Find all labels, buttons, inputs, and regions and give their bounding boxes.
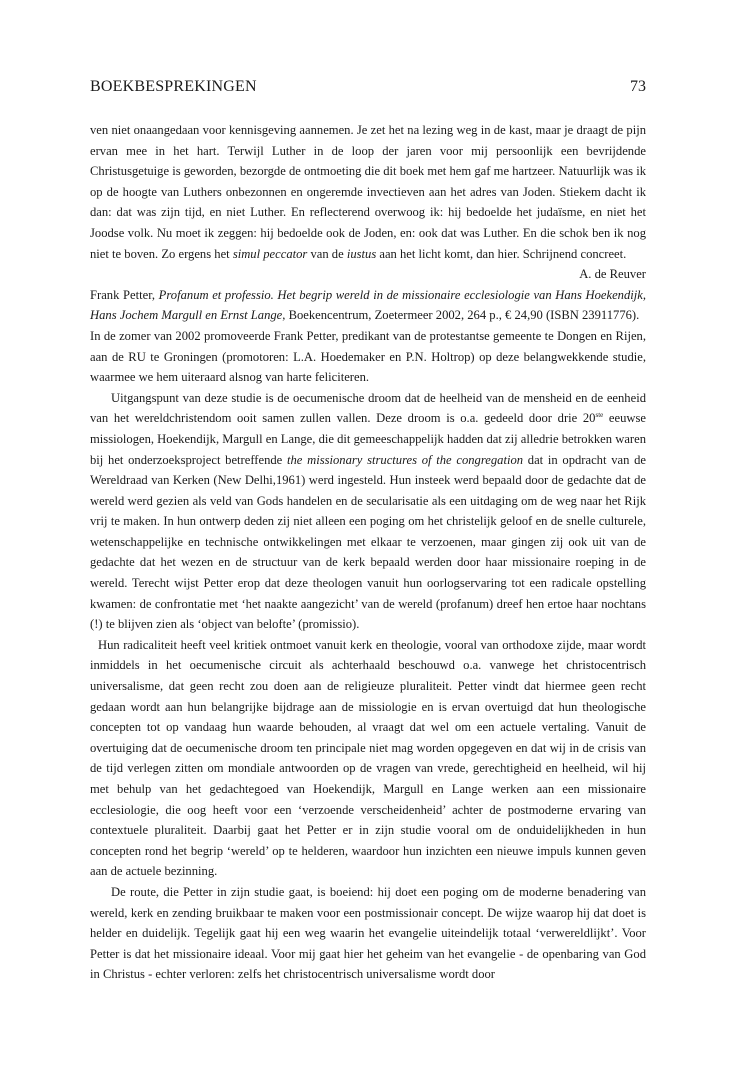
text-segment: eeuwse missiologen, Hoekendijk, Margull en Lange, die dit gemeeschappelijk hadden dat zij alledrie betrokken waren bij het onderzoeksproject betreffende: [90, 411, 646, 467]
running-title: BOEKBESPREKINGEN: [90, 78, 257, 95]
text-segment: dat in opdracht van de Wereldraad van Kerken (New Delhi,1961) werd ingesteld. Hun insteek werd bepaald door de gedachte dat de wereld werd gezien als veld van Gods handelen en de secularisatie als een uitdaging om de weg naar het Rijk vrij te maken. In hun ontwerp deden zij niet alleen een poging om het christelijk geloof en de snelle culturele, wetenschappelijke en technische ontwikkelingen met elkaar te verzoenen, maar gingen zij ook uit van de gedachte dat het wezen en de structuur van de kerk bepaald werden door haar missionaire roeping in de wereld. Terecht wijst Petter erop dat deze theologen vanuit hun oorlogservaring tot een radicale opstelling kwamen: de confrontatie met ‘het naakte aangezicht’ van de wereld (profanum) dreef hen ertoe haar nochtans (!) te blijven zien als ‘object van belofte’ (promissio).: [90, 452, 646, 632]
text-segment: ven niet onaangedaan voor kennisgeving aannemen. Je zet het na lezing weg in de kast, maar je draagt de pijn ervan mee in het hart. Terwijl Luther in de loop der jaren voor mij persoonlijk een bevrijdende Christusgetuige is geworden, bezorgde de ontmoeting die dit boek met hem gaf me hartzeer. Natuurlijk was ik op de hoogte van Luthers onbezonnen en ongeremde invectieven aan het adres van Joden. Stiekem dacht ik dan: dat was zijn tijd, en niet Luther. En reflecterend overwoog ik: hij bedoelde het judaïsme, en niet het Joodse volk. Nu moet ik zeggen: hij bedoelde ook de Joden, en: ook dat was Luther. En die schok ben ik nog niet te boven. Zo ergens het: [90, 123, 646, 261]
review-paragraph: De route, die Petter in zijn studie gaat, is boeiend: hij doet een poging om de moderne benadering van wereld, kerk en zending bruikbaar te maken voor een postmissionair concept. De wijze waarop hij dat doet is helder en duidelijk. Tegelijk gaat hij een weg waarin het evangelie uiteindelijk totaal ‘verwereldlijkt’. Voor Petter is dat het missionaire ideaal. Voor mij gaat hier het geheim van het evangelie - de openbaring van God in Christus - echter verloren: zelfs het christocentrisch universalisme wordt door: [90, 884, 646, 982]
citation-author: Frank Petter,: [90, 287, 159, 302]
reviewer-signature: A. de Reuver: [579, 267, 646, 282]
review-paragraph: Hun radicaliteit heeft veel kritiek ontmoet vanuit kerk en theologie, vooral van orthodoxe zijde, maar wordt inmiddels in het oecumenische circuit als achterhaald beschouwd o.a. vanwege het christocentrisch universalisme, dat geen recht zou doen aan de religieuze pluraliteit. Petter vindt dat hiermee geen recht gedaan wordt aan hun belangrijke bijdrage aan de missiologie en is ervan overtuigd dat hun theologische concepten tot op vandaag hun waarde behouden, al vraagt dat wel om een actuele vertaling. Vanuit de overtuiging dat de oecumenische droom ten principale niet mag worden opgegeven en dat wij in de crisis van de tijd verlegen zitten om mondiale antwoorden op de vragen van vrede, gerechtigheid en heelheid, wil hij met behulp van het gedachtegoed van Hoekendijk, Margull en Lange werken aan een missionaire ecclesiologie, die oog heeft voor een ‘verzoende verscheidenheid’ achter de postmoderne ervaring van contextuele pluraliteit. Daarbij gaat het Petter er in zijn studie vooral om de onduidelijkheden in hun concepten rond het begrip ‘wereld’ op te helderen, waardoor hun inzichten een nieuwe impuls kunnen geven aan de actuele bezinning.: [90, 637, 646, 879]
italic-term: iustus: [346, 246, 377, 261]
text-segment: aan het licht komt, dan hier. Schrijnend concreet.: [376, 246, 627, 261]
citation-title: Profanum et professio. Het begrip wereld in de missionaire ecclesiologie van Hans Hoekendijk, Hans Jochem Margull en Ernst Lange: [90, 287, 646, 323]
italic-term: the missionary structures of the congregation: [287, 452, 524, 467]
review-paragraph: [90, 388, 646, 635]
text-segment: Uitgangspunt van deze studie is de oecumenische droom dat de heelheid van de mensheid en de eenheid van het wereldchristendom ooit samen zullen vallen. Deze droom is o.a. gedeeld door drie 20: [90, 390, 646, 426]
superscript: ste: [595, 411, 604, 420]
text-segment: van de: [307, 246, 347, 261]
book-citation: [90, 285, 646, 326]
citation-publication: , Boekencentrum, Zoetermeer 2002, 264 p., € 24,90 (ISBN 23911776).: [282, 308, 640, 323]
body-text: [90, 120, 646, 985]
page-number: 73: [630, 78, 646, 95]
review-paragraph: In de zomer van 2002 promoveerde Frank Petter, predikant van de protestantse gemeente te Dongen en Rijen, aan de RU te Groningen (promotoren: L.A. Hoedemaker en P.N. Holtrop) op deze belangwekkende studie, waarmee we hem uiteraard alsnog van harte feliciteren.: [90, 328, 646, 385]
italic-term: simul peccator: [232, 246, 308, 261]
review-continuation-paragraph: [90, 120, 646, 264]
